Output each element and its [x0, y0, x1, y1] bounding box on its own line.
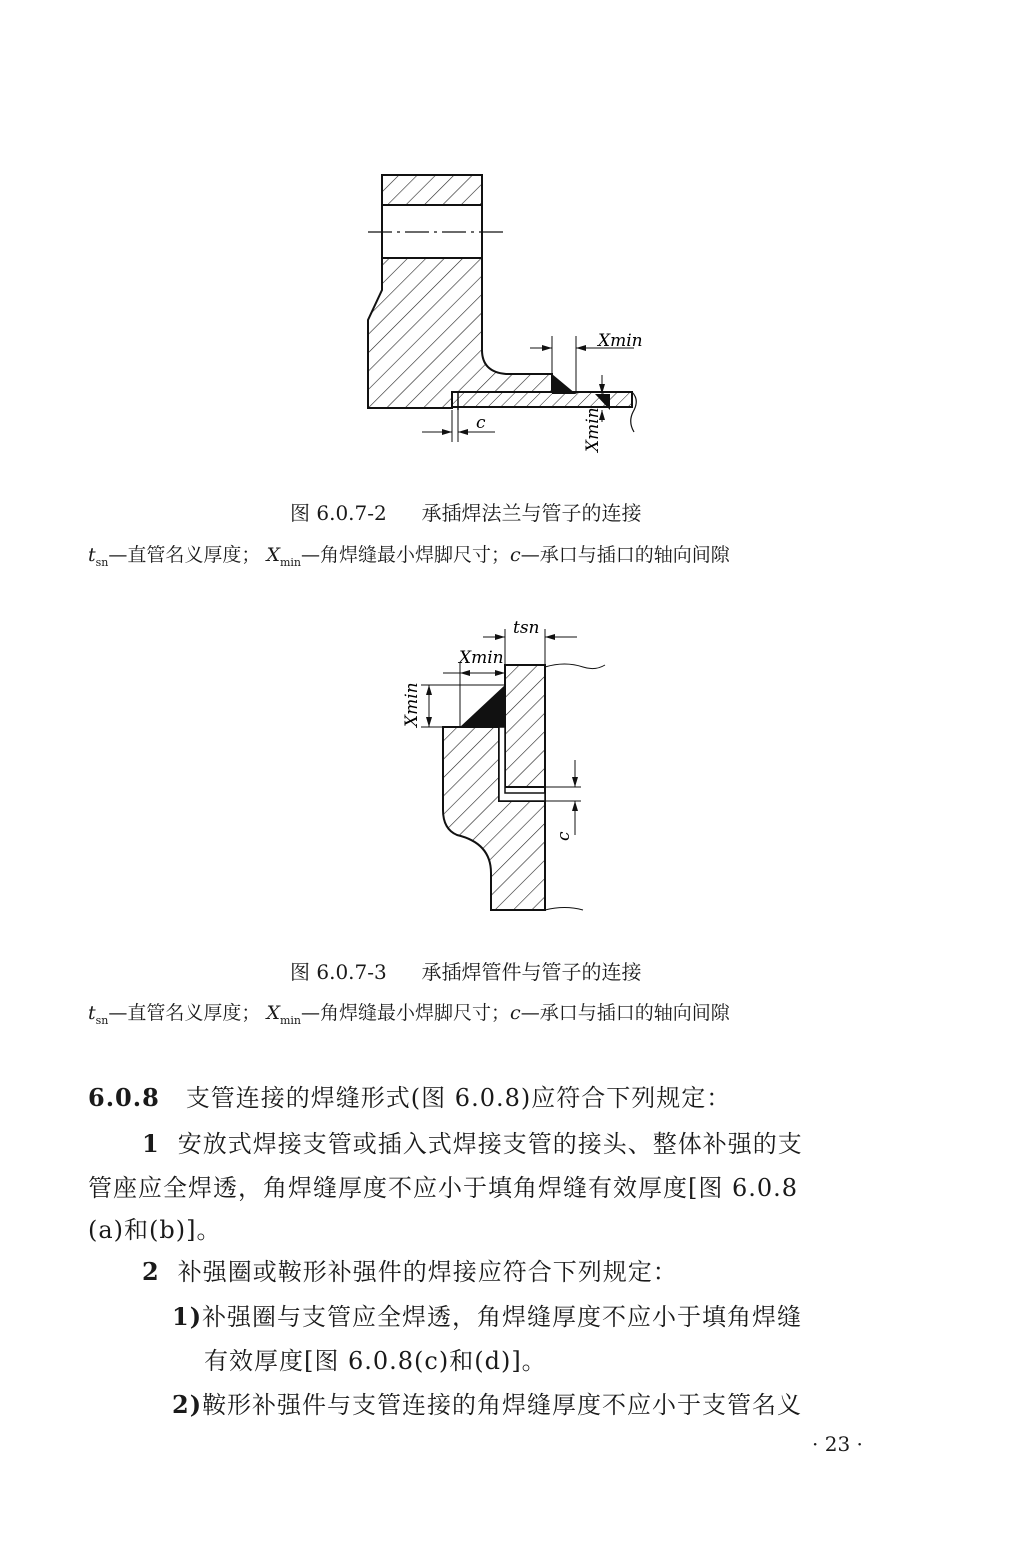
flange-body: [368, 258, 552, 408]
label-c: c: [476, 413, 486, 433]
symbol-t: t: [88, 1002, 96, 1024]
label-xmin-vertical: Xmin: [583, 407, 603, 452]
section-heading: [88, 1078, 731, 1113]
section-number: 6.0.8: [88, 1083, 160, 1112]
subitem-number: 1): [172, 1302, 203, 1331]
subitem-text: 补强圈与支管应全焊透，角焊缝厚度不应小于填角焊缝: [202, 1303, 803, 1331]
symbol-x-sub: min: [279, 1013, 302, 1027]
item-1-line-3: (a)和(b)]。: [88, 1216, 222, 1244]
subitem-text: 鞍形补强件与支管连接的角焊缝厚度不应小于支管名义: [202, 1391, 803, 1419]
page-number: · 23 ·: [812, 1432, 863, 1456]
symbol-x-sub: min: [279, 555, 302, 569]
subitem-1-line-2: 有效厚度[图 6.0.8(c)和(d)]。: [204, 1347, 547, 1375]
figure-caption-6-0-7-3: [290, 956, 641, 985]
caption-number: 图 6.0.7-2: [290, 501, 387, 525]
subitem-2-line-1: [172, 1385, 802, 1420]
symbol-c: c: [510, 544, 521, 566]
legend-c-desc: —承口与插口的轴向间隙: [520, 1002, 730, 1024]
section-title: 支管连接的焊缝形式(图 6.0.8)应符合下列规定：: [185, 1084, 732, 1112]
caption-title: 承插焊管件与管子的连接: [421, 960, 642, 984]
subitem-number: 2): [172, 1390, 203, 1419]
legend-x-desc: —角焊缝最小焊脚尺寸；: [301, 1002, 511, 1024]
caption-number: 图 6.0.7-3: [290, 960, 387, 984]
subitem-1-line-1: [172, 1297, 802, 1332]
label-xmin: Xmin: [598, 331, 643, 351]
item-text: 安放式焊接支管或插入式焊接支管的接头、整体补强的支: [177, 1130, 803, 1158]
pipe-section: [505, 665, 545, 787]
item-1-line-2: 管座应全焊透，角焊缝厚度不应小于填角焊缝有效厚度[图 6.0.8: [88, 1174, 799, 1202]
item-1-line-1: [142, 1124, 803, 1159]
label-tsn: tsn: [513, 618, 540, 638]
figure-6-0-7-2-drawing: [340, 160, 660, 460]
label-c: c: [554, 831, 574, 841]
symbol-x: X: [266, 544, 280, 566]
legend-t-desc: —直管名义厚度；: [108, 544, 261, 566]
symbol-x: X: [266, 1002, 280, 1024]
legend-c-desc: —承口与插口的轴向间隙: [520, 544, 730, 566]
item-number: 2: [142, 1257, 160, 1286]
flange-top-section: [382, 175, 482, 205]
figure-caption-6-0-7-2: [290, 497, 641, 526]
item-text: 补强圈或鞍形补强件的焊接应符合下列规定：: [177, 1258, 678, 1286]
figure-6-0-7-3-drawing: [395, 605, 635, 925]
legend-x-desc: —角焊缝最小焊脚尺寸；: [301, 544, 511, 566]
label-xmin-vertical: Xmin: [402, 682, 422, 727]
figure-legend-2: [88, 998, 730, 1027]
caption-title: 承插焊法兰与管子的连接: [421, 501, 642, 525]
item-number: 1: [142, 1129, 160, 1158]
fillet-weld: [460, 685, 505, 727]
legend-t-desc: —直管名义厚度；: [108, 1002, 261, 1024]
item-2-line-1: [142, 1252, 678, 1287]
label-xmin: Xmin: [459, 648, 504, 668]
figure-legend-1: [88, 540, 730, 569]
symbol-t: t: [88, 544, 96, 566]
symbol-t-sub: sn: [95, 555, 109, 569]
symbol-t-sub: sn: [95, 1013, 109, 1027]
symbol-c: c: [510, 1002, 521, 1024]
